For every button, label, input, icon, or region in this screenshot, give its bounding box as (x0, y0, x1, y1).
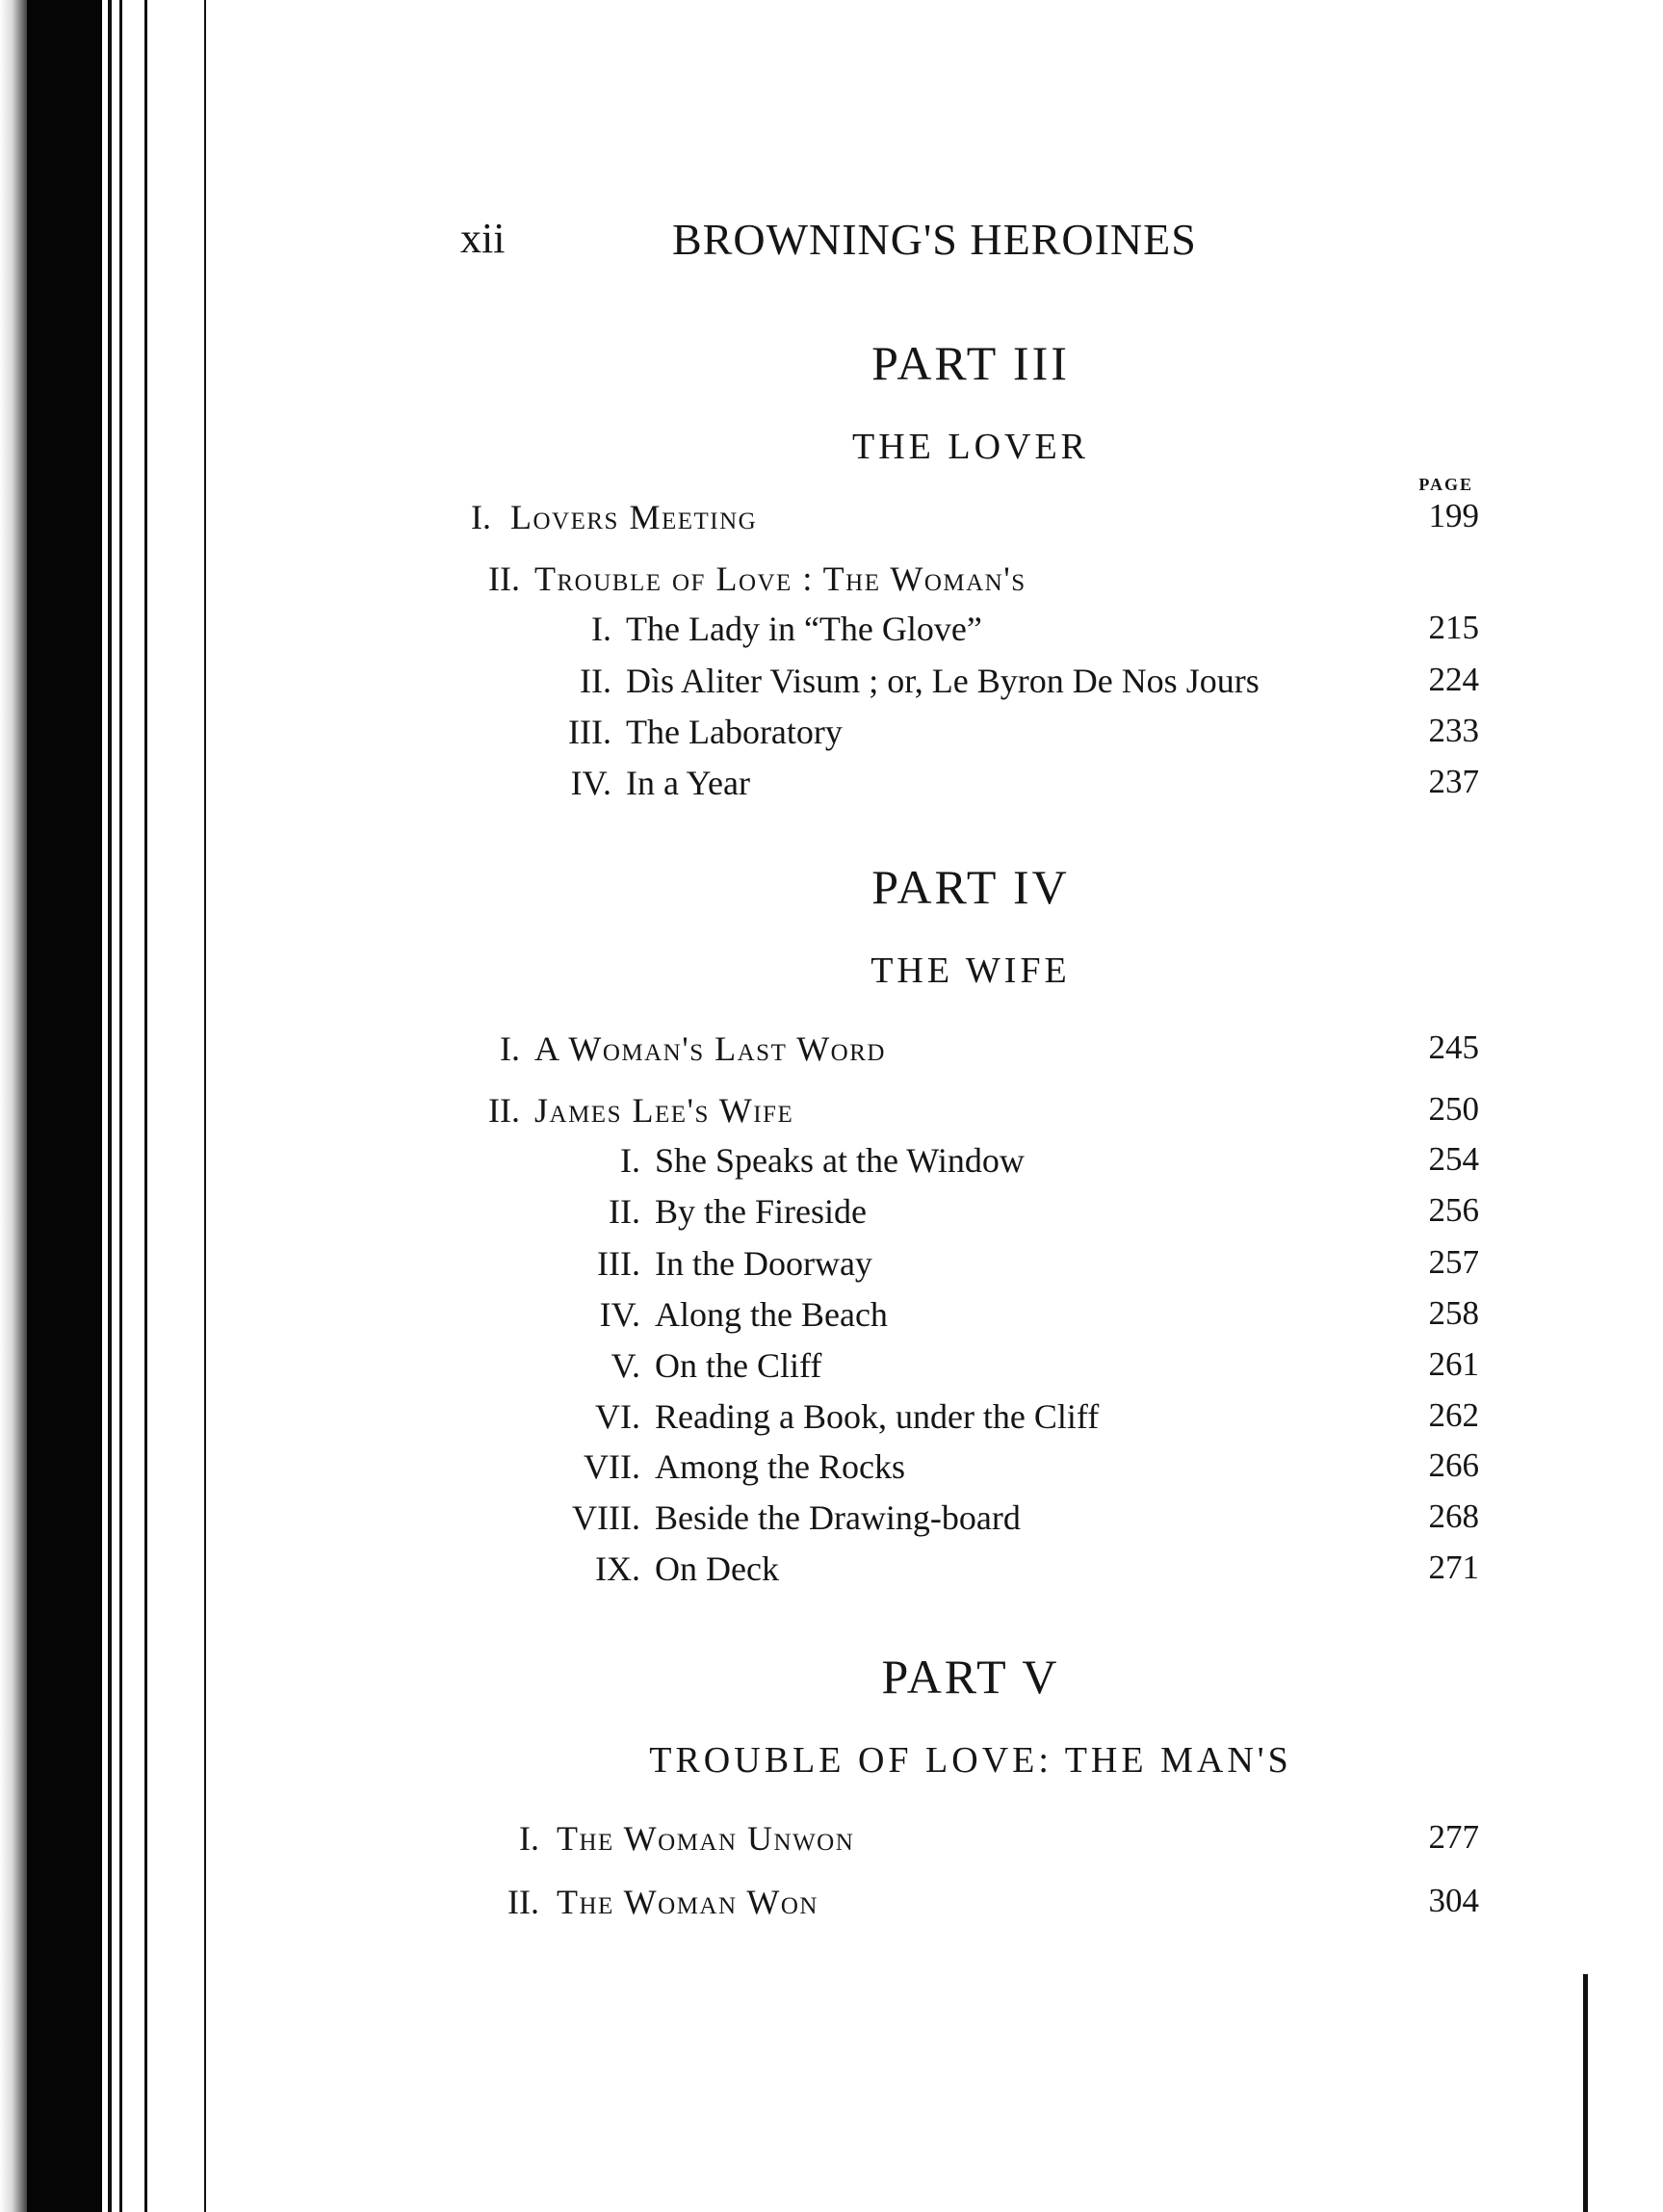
entry-number: II. (507, 1883, 539, 1921)
toc-subentry (0, 1446, 1663, 1495)
toc-subentry (0, 609, 1663, 657)
entry-title: Among the Rocks (655, 1447, 905, 1486)
toc-entry (0, 1028, 1663, 1077)
entry-page: 261 (1428, 1345, 1479, 1383)
entry-title: Trouble of Love : The Woman's (534, 560, 1026, 598)
entry-number: V. (611, 1346, 640, 1385)
toc-subentry (0, 1396, 1663, 1444)
toc-entry (0, 1090, 1663, 1138)
part-title: PART IV (871, 860, 1070, 914)
entry-title: On Deck (655, 1549, 779, 1588)
entry-number: III. (597, 1244, 640, 1283)
toc-subentry (0, 763, 1663, 811)
part-subtitle: THE WIFE (870, 950, 1071, 991)
entry-page: 262 (1428, 1396, 1479, 1434)
entry-page: 304 (1428, 1882, 1479, 1919)
toc-subentry (0, 1191, 1663, 1239)
book-title: BROWNING'S HEROINES (672, 215, 1197, 264)
toc-subentry (0, 661, 1663, 709)
entry-title: Along the Beach (655, 1295, 888, 1334)
entry-title: She Speaks at the Window (655, 1141, 1025, 1180)
entry-title: By the Fireside (655, 1192, 867, 1231)
entry-title: Beside the Drawing-board (655, 1498, 1021, 1537)
toc-subentry (0, 1548, 1663, 1597)
entry-number: I. (471, 498, 491, 536)
toc-subentry (0, 1243, 1663, 1291)
entry-number: I. (519, 1819, 539, 1858)
entry-number: I. (591, 610, 611, 648)
page-edge-mark (1583, 1974, 1588, 2212)
running-header (460, 214, 1279, 272)
entry-page: 237 (1428, 763, 1479, 800)
entry-page: 250 (1428, 1090, 1479, 1128)
part-subtitle: TROUBLE OF LOVE: THE MAN'S (649, 1740, 1292, 1781)
toc-entry (0, 497, 1663, 545)
entry-title: The Woman Unwon (557, 1819, 855, 1858)
toc-entry (0, 1818, 1663, 1866)
entry-number: IV. (570, 764, 611, 802)
toc-subentry (0, 1140, 1663, 1188)
part-title: PART V (881, 1650, 1060, 1704)
entry-page: 224 (1428, 661, 1479, 698)
entry-page: 254 (1428, 1140, 1479, 1178)
page-number: xii (460, 215, 506, 262)
entry-number: IX. (595, 1549, 640, 1588)
entry-number: II. (488, 560, 520, 598)
entry-page: 199 (1428, 497, 1479, 534)
entry-page: 268 (1428, 1497, 1479, 1535)
entry-number: III. (568, 713, 611, 751)
entry-title: James Lee's Wife (534, 1091, 794, 1130)
entry-page: 277 (1428, 1818, 1479, 1856)
entry-page: 256 (1428, 1191, 1479, 1229)
entry-page: 266 (1428, 1446, 1479, 1484)
toc-entry (0, 1882, 1663, 1930)
entry-title: Dìs Aliter Visum ; or, Le Byron De Nos Jours (626, 662, 1260, 700)
entry-page: 215 (1428, 609, 1479, 646)
entry-title: In the Doorway (655, 1244, 872, 1283)
entry-page: 257 (1428, 1243, 1479, 1281)
entry-number: II. (609, 1192, 640, 1231)
entry-number: VI. (595, 1397, 640, 1436)
entry-number: I. (620, 1141, 640, 1180)
entry-page: 245 (1428, 1028, 1479, 1066)
entry-page: 233 (1428, 712, 1479, 749)
part-title: PART III (871, 336, 1070, 390)
toc-subentry (0, 1345, 1663, 1393)
toc-entry (0, 559, 1663, 607)
part-subtitle: THE LOVER (851, 427, 1090, 467)
entry-page: 258 (1428, 1294, 1479, 1332)
entry-title: The Lady in “The Glove” (626, 610, 982, 648)
entry-number: IV. (599, 1295, 640, 1334)
entry-number: VII. (584, 1447, 640, 1486)
entry-title: Reading a Book, under the Cliff (655, 1397, 1100, 1436)
toc-subentry (0, 1294, 1663, 1342)
entry-title: The Woman Won (557, 1883, 819, 1921)
entry-number: VIII. (572, 1498, 640, 1537)
entry-title: On the Cliff (655, 1346, 822, 1385)
entry-number: II. (580, 662, 611, 700)
entry-number: II. (488, 1091, 520, 1130)
entry-page: 271 (1428, 1548, 1479, 1586)
toc-subentry (0, 1497, 1663, 1546)
entry-title: Lovers Meeting (510, 498, 758, 536)
entry-title: The Laboratory (626, 713, 843, 751)
page-column-label: PAGE (1418, 475, 1473, 494)
entry-number: I. (500, 1029, 520, 1068)
entry-title: In a Year (626, 764, 750, 802)
entry-title: A Woman's Last Word (534, 1029, 886, 1068)
toc-subentry (0, 712, 1663, 760)
